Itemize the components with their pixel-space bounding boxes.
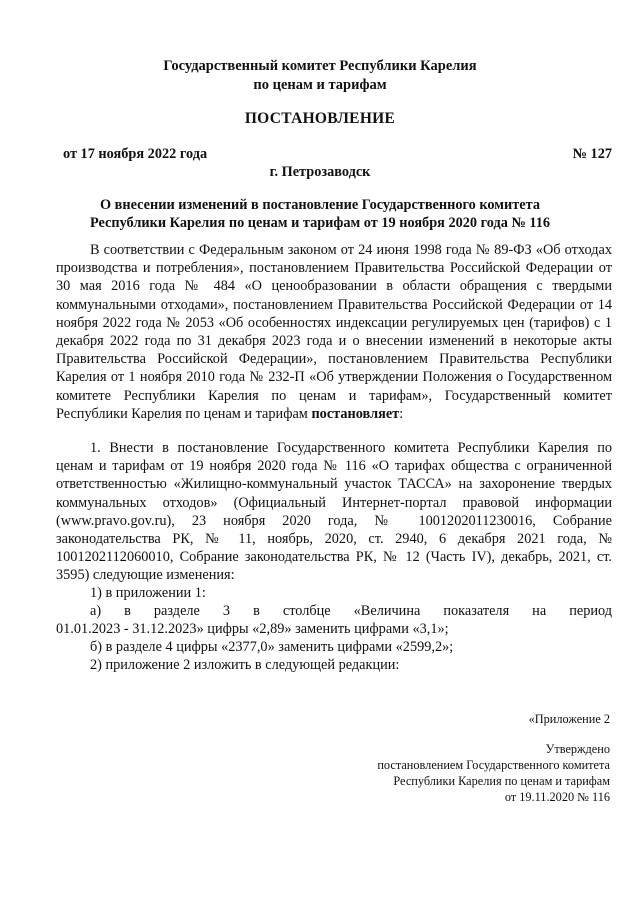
preamble-end: : <box>399 405 404 422</box>
subitem-1b: б) в разделе 4 цифры «2377,0» заменить цифрами «2599,2»; <box>90 639 454 655</box>
agency-name-line2: по ценам и тарифам <box>253 77 387 93</box>
appendix-line1: постановлением Государственного комитета <box>377 758 610 772</box>
item1-paragraph: 1. Внести в постановление Государственного комитета Республики Карелия по ценам и тарифам от 19 ноября 2020 года № 116 «О тарифах общества с ограниченной ответственностью «Жилищно-коммунальный участок ТАССА» на захоронение твердых коммунальных отходов» (Официальный Интернет-портал правовой информации (www.pravo.gov.ru), 23 ноября 2020 года, № 1001202011230016, Собрание законодательства РК, № 11, ноябрь, 2020, ст. 2940, 6 декабря 2021 года, № 1001202112060010, Собрание законодательства РК, № 12 (Часть IV), декабрь, 2021, ст. 3595) следующие изменения: <box>56 440 612 584</box>
preamble-emphasis: постановляет <box>311 405 400 422</box>
subitem-2: 2) приложение 2 изложить в следующей редакции: <box>90 657 400 673</box>
appendix-approved: Утверждено <box>545 742 610 756</box>
subitem-1a-line2: 01.01.2023 - 31.12.2023» цифры «2,89» заменить цифрами «3,1»; <box>56 621 449 637</box>
document-city: г. Петрозаводск <box>269 164 371 180</box>
preamble-text: В соответствии с Федеральным законом от 24 июня 1998 года № 89-ФЗ «Об отходах производства и потребления», постановлением Правительства Российской Федерации от 30 мая 2016 года № 484 «О ценообразовании в области обращения с твердыми коммунальными отходами», постановлением Правительства Российской Федерации от 14 ноября 2022 года № 2053 «Об особенностях индексации регулируемых цен (тарифов) с 1 декабря 2022 года по 31 декабря 2023 года и о внесении изменений в некоторые акты Правительства Российской Федерации», постановлением Правительства Республики Карелия от 1 ноября 2010 года № 232-П «Об утверждении Положения о Государственном комитете Республики Карелия по ценам и тарифам», Государственный комитет Республики Карелия по ценам и тарифам <box>56 242 612 422</box>
agency-name-line1: Государственный комитет Республики Карелия <box>163 58 477 74</box>
appendix-line3: от 19.11.2020 № 116 <box>504 790 610 804</box>
appendix-line2: Республики Карелия по ценам и тарифам <box>393 774 610 788</box>
subitem-1: 1) в приложении 1: <box>90 585 206 601</box>
document-title-line1: О внесении изменений в постановление Государственного комитета <box>99 197 540 213</box>
subitem-1a-line1: а) в разделе 3 в столбце «Величина показателя на период <box>90 603 612 619</box>
document-type: ПОСТАНОВЛЕНИЕ <box>244 110 396 127</box>
document-number: № 127 <box>572 146 612 162</box>
document-date: от 17 ноября 2022 года <box>63 146 208 162</box>
preamble-paragraph <box>56 241 612 423</box>
appendix-label: «Приложение 2 <box>528 712 610 726</box>
document-title-line2: Республики Карелия по ценам и тарифам от 19 ноября 2020 года № 116 <box>89 215 551 231</box>
